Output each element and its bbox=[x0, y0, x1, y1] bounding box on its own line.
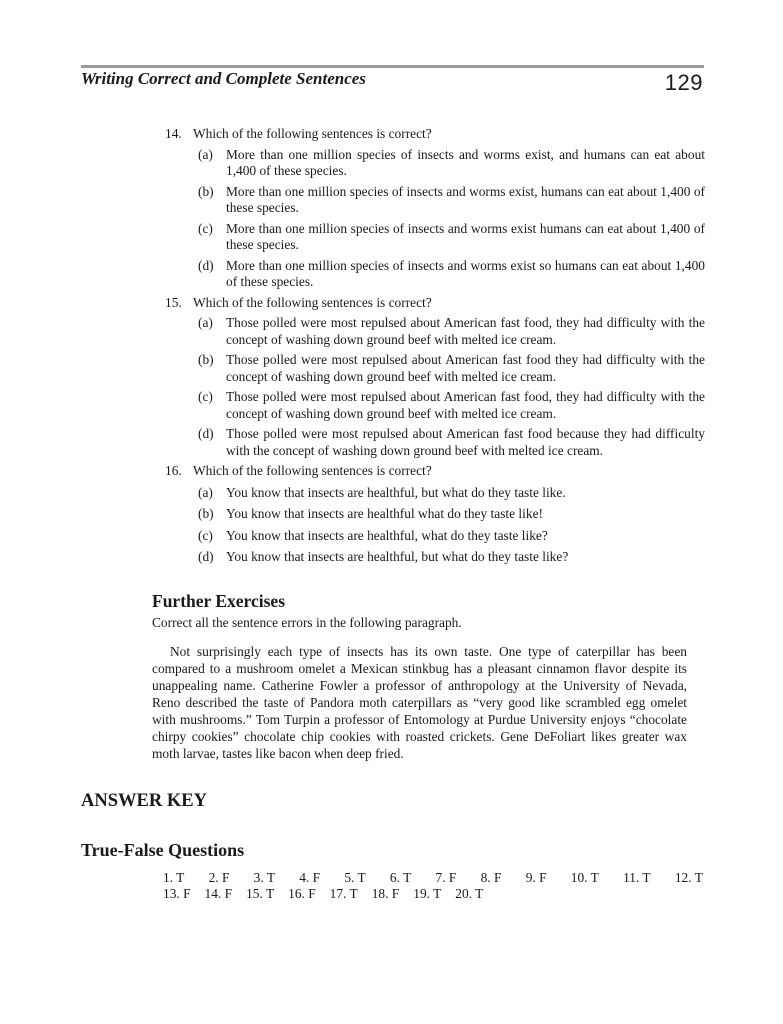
option-text: More than one million species of insects and worms exist, humans can eat about 1,400 of these species. bbox=[226, 183, 705, 215]
answer-item: 4. F bbox=[299, 870, 321, 885]
option-label: (b) bbox=[198, 352, 214, 367]
option-d bbox=[198, 426, 705, 459]
further-exercises-paragraph: Not surprisingly each type of insects has its own taste. One type of caterpillar has been compared to a mushroom omelet a Mexican stinkbug has a pleasant cinnamon flavor despite its unappealing name. Catherine Fowler a professor of anthropology at the University of Nevada, Reno described the taste of Pandora moth caterpillars as “very good like scrambled egg omelet with mushrooms.” Tom Turpin a professor of Entomology at Purdue University enjoys “chocolate chirpy cookies” chocolate chip cookies with roasted crickets. Gene DeFoliart likes greater wax moth larvae, tastes like bacon when deep fried. bbox=[152, 644, 687, 761]
answer-item: 5. T bbox=[344, 870, 366, 885]
answer-item: 2. F bbox=[208, 870, 230, 885]
answer-item: 15. T bbox=[246, 886, 275, 901]
option-label: (a) bbox=[198, 484, 213, 500]
option-label: (c) bbox=[198, 389, 213, 404]
option-d bbox=[198, 258, 705, 291]
option-a bbox=[198, 147, 705, 180]
question-stem: Which of the following sentences is correct? bbox=[193, 294, 432, 310]
option-text: More than one million species of insects and worms exist, and humans can eat about 1,400 of these species. bbox=[226, 146, 705, 178]
option-a bbox=[198, 315, 705, 348]
page-number: 129 bbox=[664, 70, 703, 95]
further-exercises-instructions: Correct all the sentence errors in the following paragraph. bbox=[152, 615, 462, 630]
question-stem: Which of the following sentences is correct? bbox=[193, 463, 432, 478]
answer-row-1 bbox=[163, 870, 703, 886]
answer-item: 13. F bbox=[163, 886, 191, 901]
true-false-heading: True-False Questions bbox=[81, 840, 245, 860]
answer-item: 12. T bbox=[674, 870, 703, 885]
option-label: (a) bbox=[198, 315, 213, 330]
question-16 bbox=[165, 463, 705, 566]
chapter-title: Writing Correct and Complete Sentences bbox=[81, 69, 366, 88]
further-exercises-heading: Further Exercises bbox=[152, 591, 286, 611]
answer-item: 18. F bbox=[371, 886, 400, 901]
option-text: More than one million species of insects and worms exist humans can eat about 1,400 of these species. bbox=[226, 220, 705, 252]
option-text: You know that insects are healthful, but what do they taste like? bbox=[226, 549, 569, 564]
option-text: Those polled were most repulsed about American fast food they had difficulty with the concept of washing down ground beef with melted ice cream. bbox=[226, 352, 705, 384]
option-text: You know that insects are healthful what do they taste like! bbox=[226, 506, 543, 521]
question-14 bbox=[165, 126, 705, 291]
answer-item: 16. F bbox=[288, 886, 316, 901]
question-number: 16. bbox=[165, 463, 182, 478]
option-text: Those polled were most repulsed about American fast food, they had difficulty with the concept of washing down ground beef with melted ice cream. bbox=[226, 315, 705, 347]
header-rule bbox=[81, 65, 704, 68]
answer-item: 20. T bbox=[455, 886, 484, 901]
option-label: (c) bbox=[198, 220, 213, 236]
option-label: (a) bbox=[198, 146, 213, 162]
option-text: More than one million species of insects and worms exist so humans can eat about 1,400 of these species. bbox=[226, 257, 705, 289]
answer-item: 7. F bbox=[435, 870, 457, 885]
option-c bbox=[198, 221, 705, 254]
option-d bbox=[198, 549, 705, 566]
option-a bbox=[198, 485, 705, 502]
option-b bbox=[198, 184, 705, 217]
answer-item: 6. T bbox=[389, 870, 412, 885]
option-b bbox=[198, 352, 705, 385]
answer-item: 19. T bbox=[413, 886, 442, 901]
option-label: (d) bbox=[198, 426, 214, 441]
answer-item: 17. T bbox=[329, 886, 358, 901]
answer-item: 1. T bbox=[163, 870, 185, 885]
option-text: Those polled were most repulsed about American fast food, they had difficulty with the concept of washing down ground beef with melted ice cream. bbox=[226, 389, 705, 421]
option-text: You know that insects are healthful, but what do they taste like. bbox=[226, 484, 566, 500]
option-label: (d) bbox=[198, 257, 214, 273]
answer-item: 14. F bbox=[204, 886, 233, 901]
answer-item: 8. F bbox=[480, 870, 502, 885]
answer-item: 10. T bbox=[570, 870, 599, 885]
option-c bbox=[198, 389, 705, 422]
answer-item: 11. T bbox=[623, 870, 651, 885]
question-list bbox=[165, 126, 705, 570]
option-label: (c) bbox=[198, 527, 213, 543]
option-text: You know that insects are healthful, what do they taste like? bbox=[226, 527, 548, 543]
question-number: 14. bbox=[165, 126, 182, 141]
option-b bbox=[198, 506, 705, 523]
answer-item: 9. F bbox=[525, 870, 547, 885]
option-label: (b) bbox=[198, 183, 214, 199]
option-c bbox=[198, 528, 705, 545]
option-text: Those polled were most repulsed about American fast food because they had difficulty with the concept of washing down ground beef with melted ice cream. bbox=[226, 426, 705, 458]
question-number: 15. bbox=[165, 294, 182, 310]
option-label: (b) bbox=[198, 506, 214, 521]
answer-item: 3. T bbox=[253, 870, 275, 885]
question-15 bbox=[165, 295, 705, 460]
answer-row-2 bbox=[163, 886, 703, 902]
answer-key-heading: ANSWER KEY bbox=[81, 791, 207, 811]
option-label: (d) bbox=[198, 549, 214, 564]
question-stem: Which of the following sentences is correct? bbox=[193, 126, 432, 141]
